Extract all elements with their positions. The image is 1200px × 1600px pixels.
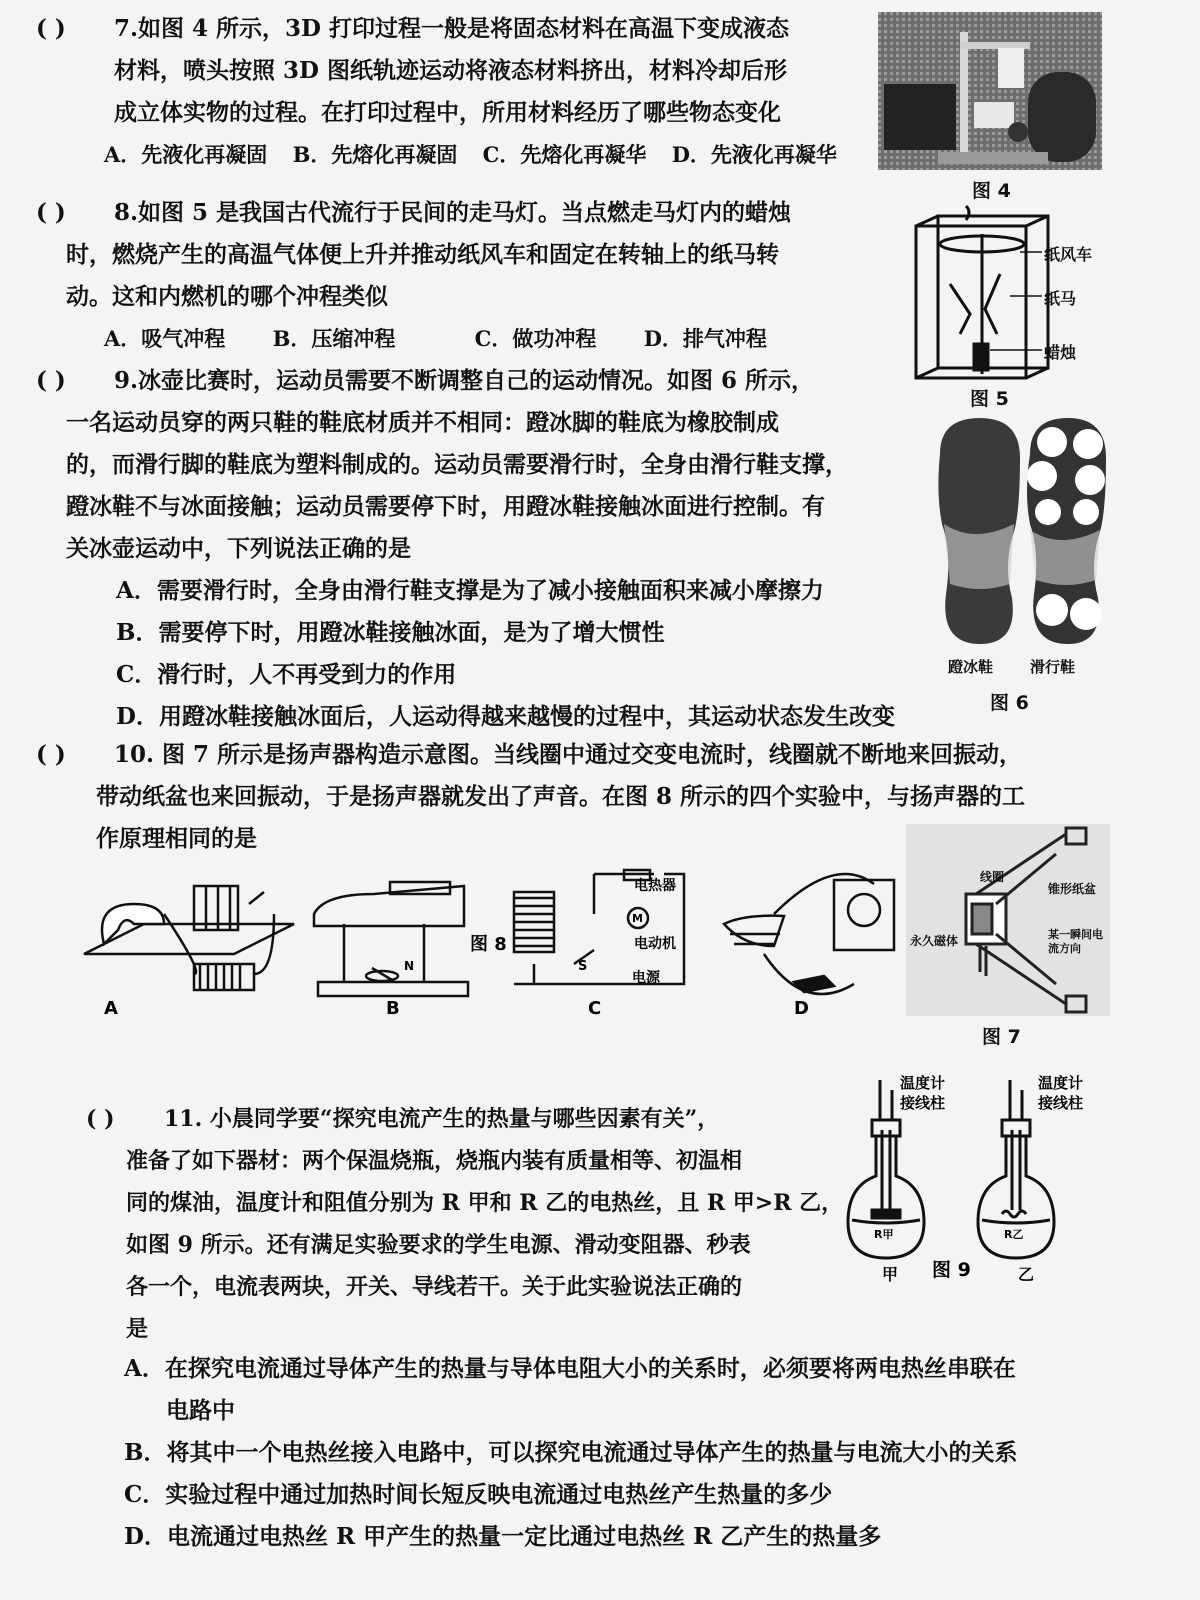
figure-8-experiments (74, 854, 904, 1024)
option-d[interactable]: D．先液化再凝华 (671, 142, 837, 167)
option-d[interactable]: D．用蹬冰鞋接触冰面后，人运动得越来越慢的过程中，其运动状态发生改变 (116, 703, 895, 730)
question-9: ( ) 9.冰壶比赛时，运动员需要不断调整自己的运动情况。如图 6 所示， 一名运动员穿的两只鞋的鞋底材质并不相同：蹬冰脚的鞋底为橡胶制成 的，而滑行脚的鞋底为塑料制成的。运动员需要滑行时，全身由滑行鞋支撑， 蹬冰鞋不与冰面接触；运动员需要停下时，用蹬冰鞋接触冰面进行控制。有 关冰壶运动中，下列说法正确的是 A．需要滑行时，全身由滑行鞋支撑是为了减小接触面积来减小摩擦力 B．需要停下时，用蹬冰鞋接触冰面，是为了增大惯性 C．滑行时，人不再受到力的作用 D．用蹬冰鞋接触冰面后，人运动得越来越慢的过程中，其运动状态发生改变 (36, 360, 895, 738)
answer-blank[interactable]: ( ) (86, 1106, 115, 1132)
option-b[interactable]: B．先熔化再凝固 (292, 142, 458, 167)
answer-blank[interactable]: ( ) (36, 15, 66, 42)
fig7-label-cone: 锥形纸盆 (1048, 882, 1097, 896)
figure-9-flasks (842, 1070, 1112, 1300)
question-11-options (124, 1348, 1017, 1558)
fig8-label-a: A (104, 998, 118, 1019)
figure-6-label-slide-shoe: 滑行鞋 (1030, 658, 1076, 676)
answer-blank[interactable]: ( ) (36, 367, 66, 394)
fig9-caption: 图 9 (932, 1259, 971, 1281)
fig7-label-magnet: 永久磁体 (910, 934, 959, 948)
fig8-label-n: N (404, 959, 415, 973)
option-a[interactable]: A．需要滑行时，全身由滑行鞋支撑是为了减小接触面积来减小摩擦力 (116, 577, 824, 604)
option-c[interactable]: C．实验过程中通过加热时间长短反映电流通过电热丝产生热量的多少 (124, 1481, 833, 1508)
question-8: ( ) 8.如图 5 是我国古代流行于民间的走马灯。当点燃走马灯内的蜡烛 时，燃烧产生的高温气体便上升并推动纸风车和固定在转轴上的纸马转 动。这和内燃机的哪个冲程类似 A．吸气冲程 B．压缩冲程 C．做功冲程 D．排气冲程 (36, 192, 791, 360)
option-c[interactable]: C．滑行时，人不再受到力的作用 (116, 661, 457, 688)
fig8-label-heater: 电热器 (634, 878, 676, 894)
fig7-label-coil: 线圈 (980, 870, 1005, 884)
figure-5-label-horse: 纸马 (1044, 289, 1077, 308)
figure-5-lantern (910, 204, 1110, 390)
question-11: ( ) 11. 小晨同学要“探究电流产生的热量与哪些因素有关”， 准备了如下器材：两个保温烧瓶，烧瓶内装有质量相等、初温相 同的煤油，温度计和阻值分别为 R 甲和 R 乙的电热丝，且 R 甲>R 乙， 如图 9 所示。还有满足实验要求的学生电源、滑动变阻器、秒表 各一个，电流表两块，开关、导线若干。关于此实验说法正确的 是 (86, 1098, 843, 1350)
option-a-continued: 电路中 (166, 1397, 235, 1424)
fig8-label-b: B (386, 998, 400, 1019)
figure-5-caption: 图 5 (970, 388, 1009, 410)
fig8-label-s: S (578, 959, 588, 974)
fig8-caption: 图 8 (470, 934, 507, 955)
question-7: ( ) 7.如图 4 所示，3D 打印过程一般是将固态材料在高温下变成液态 材料，喷头按照 3D 图纸轨迹运动将液态材料挤出，材料冷却后形 成立体实物的过程。在打印过程中，所用材料经历了哪些物态变化 A．先液化再凝固 B．先熔化再凝固 C．先熔化再凝华 D．先液化再凝华 (36, 8, 837, 176)
fig9-label-rjia: R甲 (874, 1228, 894, 1241)
figure-6-label-kick-shoe: 蹬冰鞋 (948, 658, 994, 676)
fig9-label-thermometer-1: 温度计 (900, 1074, 946, 1092)
fig7-label-current: 某一瞬间电流方向 (1048, 928, 1103, 955)
fig9-label-terminal-2: 接线柱 (1038, 1094, 1084, 1112)
figure-6-shoe-soles (930, 414, 1110, 650)
option-b[interactable]: B．压缩冲程 (272, 326, 396, 351)
option-c[interactable]: C．做功冲程 (474, 326, 597, 351)
option-b[interactable]: B．将其中一个电热丝接入电路中，可以探究电流通过导体产生的热量与电流大小的关系 (124, 1439, 1018, 1466)
figure-6-caption: 图 6 (990, 692, 1029, 714)
figure-7-caption: 图 7 (982, 1026, 1021, 1048)
fig9-label-ryi: R乙 (1004, 1228, 1024, 1241)
fig8-label-d: D (794, 998, 809, 1019)
figure-7-speaker (906, 824, 1110, 1016)
option-d[interactable]: D．排气冲程 (643, 326, 767, 351)
figure-4-caption: 图 4 (972, 180, 1011, 202)
option-a[interactable]: A．先液化再凝固 (104, 142, 268, 167)
figure-5-label-pinwheel: 纸风车 (1044, 245, 1093, 264)
fig9-label-terminal-1: 接线柱 (900, 1094, 946, 1112)
answer-blank[interactable]: ( ) (36, 199, 66, 226)
fig9-label-jia: 甲 (882, 1265, 899, 1284)
option-a[interactable]: A．吸气冲程 (104, 326, 226, 351)
figure-5-label-candle: 蜡烛 (1044, 343, 1077, 362)
option-a[interactable]: A．在探究电流通过导体产生的热量与导体电阻大小的关系时，必须要将两电热丝串联在 (124, 1355, 1016, 1382)
figure-4-photo (878, 12, 1102, 170)
fig8-label-motor: 电动机 (634, 936, 676, 952)
option-d[interactable]: D．电流通过电热丝 R 甲产生的热量一定比通过电热丝 R 乙产生的热量多 (124, 1523, 882, 1550)
fig8-label-power: 电源 (632, 970, 660, 986)
option-c[interactable]: C．先熔化再凝华 (482, 142, 647, 167)
option-b[interactable]: B．需要停下时，用蹬冰鞋接触冰面，是为了增大惯性 (116, 619, 665, 646)
question-10: ( ) 10. 图 7 所示是扬声器构造示意图。当线圈中通过交变电流时，线圈就不断地来回振动， 带动纸盆也来回振动，于是扬声器就发出了声音。在图 8 所示的四个实验中，与扬声器的工 作原理相同的是 (36, 734, 1025, 860)
answer-blank[interactable]: ( ) (36, 741, 66, 768)
fig8-label-m: M (632, 912, 643, 925)
fig9-label-yi: 乙 (1018, 1265, 1035, 1284)
fig8-label-c: C (588, 998, 602, 1019)
fig9-label-thermometer-2: 温度计 (1038, 1074, 1084, 1092)
